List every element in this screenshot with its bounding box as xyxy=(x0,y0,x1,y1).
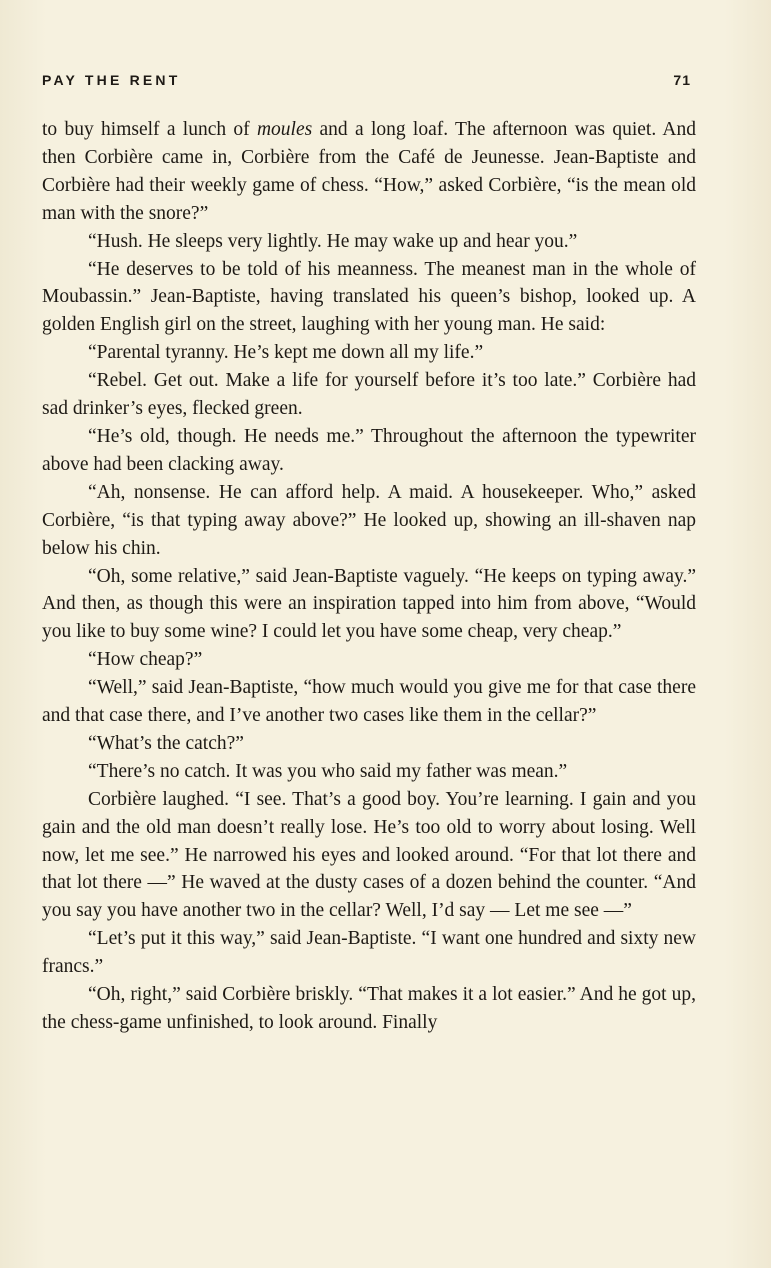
paragraph: “What’s the catch?” xyxy=(88,732,244,754)
paragraph: “He’s old, though. He needs me.” Throughout the afternoon the typewriter above had been clacking away. xyxy=(42,425,696,475)
paragraph: “Parental tyranny. He’s kept me down all my life.” xyxy=(88,342,484,364)
paragraph: “Ah, nonsense. He can afford help. A maid. A housekeeper. Who,” asked Corbière, “is that typing away above?” He looked up, showing an ill-shaven nap below his chin. xyxy=(42,481,696,559)
paragraph: “Well,” said Jean-Baptiste, “how much would you give me for that case there and that case there, and I’ve another two cases like them in the cellar?” xyxy=(42,677,696,727)
page-number: 71 xyxy=(673,72,691,88)
paragraph: “There’s no catch. It was you who said my father was mean.” xyxy=(88,760,568,782)
running-head: PAY THE RENT xyxy=(42,72,181,88)
paragraph: Corbière laughed. “I see. That’s a good boy. You’re learning. I gain and you gain and the old man doesn’t really lose. He’s too old to worry about losing. Well now, let me see.” He narrowed his eyes and looked around. “For that lot there and that lot there —” He waved at the dusty cases of a dozen behind the counter. “And you say you have another two in the cellar? Well, I’d say — Let me see —” xyxy=(42,788,696,922)
italic-word: moules xyxy=(256,119,313,140)
paragraph: “Oh, some relative,” said Jean-Baptiste vaguely. “He keeps on typing away.” And then, as though this were an inspiration tapped into him from above, “Would you like to buy some wine? I could let you have some cheap, very cheap.” xyxy=(42,565,696,643)
body-text xyxy=(42,116,696,1037)
paragraph: “Hush. He sleeps very lightly. He may wake up and hear you.” xyxy=(88,230,578,252)
paragraph: “Rebel. Get out. Make a life for yourself before it’s too late.” Corbière had sad drinker’s eyes, flecked green. xyxy=(42,370,696,420)
paragraph: “He deserves to be told of his meanness. The meanest man in the whole of Moubassin.” Jean-Baptiste, having translated his queen’s bishop, looked up. A golden English girl on the street, laughing with her young man. He said: xyxy=(42,258,696,336)
paragraph: to buy himself a lunch of moules and a long loaf. The afternoon was quiet. And then Corbière came in, Corbière from the Café de Jeunesse. Jean-Baptiste and Corbière had their weekly game of chess. “How,” asked Corbière, “is the mean old man with the snore?” xyxy=(42,119,697,224)
paragraph: “Let’s put it this way,” said Jean-Baptiste. “I want one hundred and sixty new francs.” xyxy=(42,928,696,978)
paragraph: “Oh, right,” said Corbière briskly. “That makes it a lot easier.” And he got up, the chess-game unfinished, to look around. Finally xyxy=(42,984,696,1033)
page-header xyxy=(42,72,691,92)
paragraph: “How cheap?” xyxy=(88,649,203,671)
